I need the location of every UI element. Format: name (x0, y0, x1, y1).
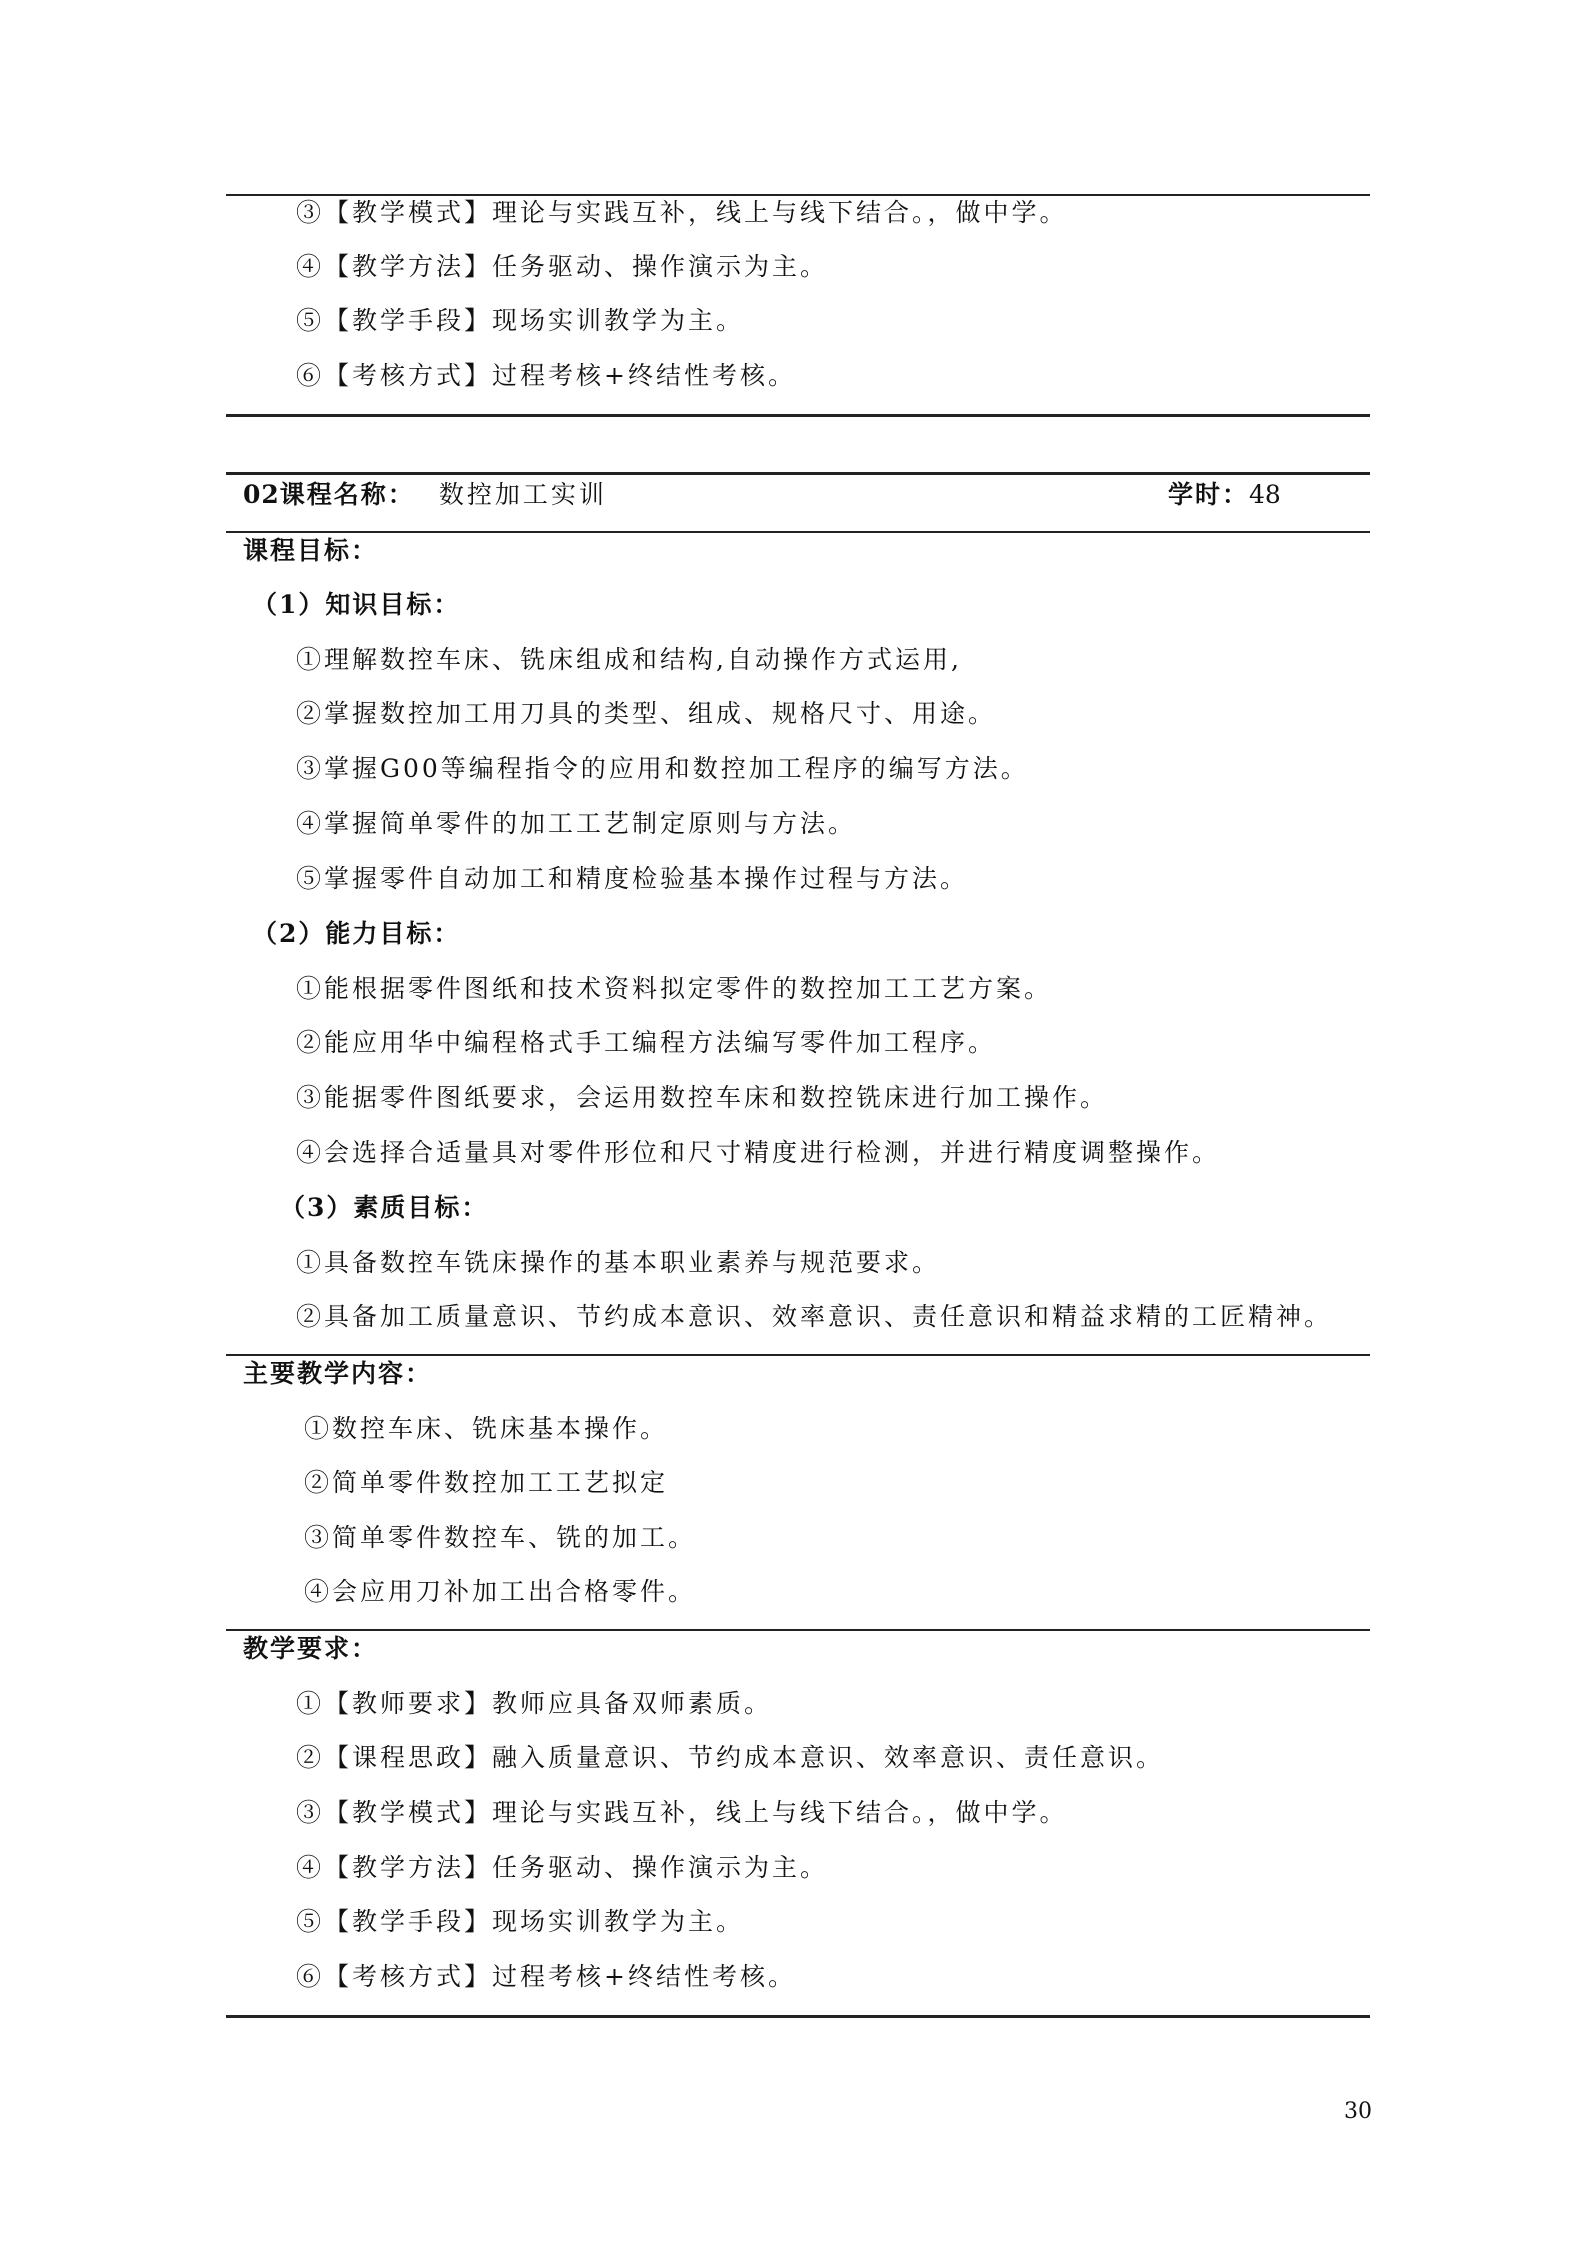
knowledge-item: ③掌握G00等编程指令的应用和数控加工程序的编写方法。 (296, 754, 1029, 783)
requirement-item: ⑥【考核方式】过程考核+终结性考核。 (296, 1962, 796, 1991)
top-item-4: ④【教学方法】任务驱动、操作演示为主。 (296, 252, 829, 281)
requirement-item: ④【教学方法】任务驱动、操作演示为主。 (296, 1853, 829, 1882)
knowledge-heading: （1）知识目标： (252, 590, 461, 619)
course-number: 02 (243, 480, 280, 509)
content-item: ③简单零件数控车、铣的加工。 (304, 1523, 697, 1552)
content-heading: 主要教学内容： (243, 1359, 433, 1388)
content-item: ②简单零件数控加工工艺拟定 (304, 1468, 669, 1497)
knowledge-item: ②掌握数控加工用刀具的类型、组成、规格尺寸、用途。 (296, 699, 997, 728)
requirement-item: ①【教师要求】教师应具备双师素质。 (296, 1689, 773, 1718)
course-hours-label: 学时： (1168, 480, 1250, 509)
knowledge-item: ①理解数控车床、铣床组成和结构,自动操作方式运用, (296, 645, 962, 674)
course-title-row (243, 478, 607, 512)
quality-item: ②具备加工质量意识、节约成本意识、效率意识、责任意识和精益求精的工匠精神。 (296, 1302, 1333, 1331)
top-item-3: ③【教学模式】理论与实践互补，线上与线下结合。，做中学。 (296, 198, 1068, 227)
objectives-divider (226, 1354, 1370, 1356)
page-number: 30 (1344, 2099, 1372, 2124)
quality-heading: （3）素质目标： (280, 1193, 489, 1222)
course-table-top-border (226, 472, 1370, 475)
ability-item: ③能据零件图纸要求，会运用数控车床和数控铣床进行加工操作。 (296, 1083, 1109, 1112)
course-hours (1168, 478, 1281, 512)
course-hours-value: 48 (1249, 480, 1281, 509)
knowledge-item: ⑤掌握零件自动加工和精度检验基本操作过程与方法。 (296, 864, 969, 893)
top-section-bottom-border (226, 414, 1370, 417)
content-divider (226, 1629, 1370, 1631)
ability-item: ④会选择合适量具对零件形位和尺寸精度进行检测，并进行精度调整操作。 (296, 1138, 1221, 1167)
top-item-5: ⑤【教学手段】现场实训教学为主。 (296, 306, 745, 335)
course-name-label: 课程名称： (279, 480, 415, 509)
content-item: ①数控车床、铣床基本操作。 (304, 1414, 669, 1443)
quality-item: ①具备数控车铣床操作的基本职业素养与规范要求。 (296, 1248, 941, 1277)
requirement-item: ③【教学模式】理论与实践互补，线上与线下结合。，做中学。 (296, 1798, 1068, 1827)
course-name: 数控加工实训 (438, 480, 607, 509)
content-item: ④会应用刀补加工出合格零件。 (304, 1577, 697, 1606)
top-item-6: ⑥【考核方式】过程考核+终结性考核。 (296, 361, 796, 390)
ability-heading: （2）能力目标： (252, 919, 461, 948)
ability-item: ②能应用华中编程格式手工编程方法编写零件加工程序。 (296, 1028, 997, 1057)
knowledge-item: ④掌握简单零件的加工工艺制定原则与方法。 (296, 809, 857, 838)
requirement-item: ⑤【教学手段】现场实训教学为主。 (296, 1907, 745, 1936)
requirement-item: ②【课程思政】融入质量意识、节约成本意识、效率意识、责任意识。 (296, 1743, 1165, 1772)
objectives-heading: 课程目标： (243, 536, 379, 565)
ability-item: ①能根据零件图纸和技术资料拟定零件的数控加工工艺方案。 (296, 974, 1053, 1003)
requirements-heading: 教学要求： (243, 1634, 379, 1663)
course-table-bottom-border (226, 2015, 1370, 2018)
course-header-divider (226, 531, 1370, 533)
